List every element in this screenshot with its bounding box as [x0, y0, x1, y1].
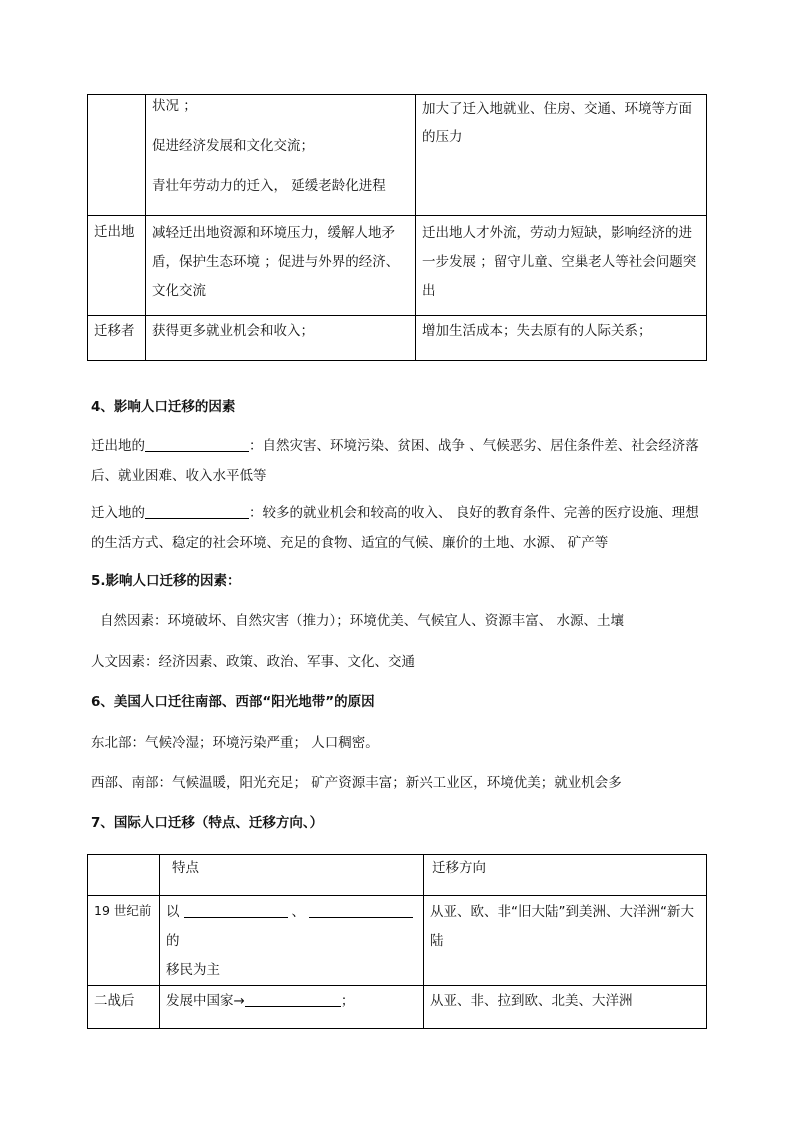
positive-effects-cell: 获得更多就业机会和收入；: [146, 316, 416, 361]
paragraph-text: ：自然灾害、环境污染、贫困、战争 、气候恶劣、居住条件差、社会经济落后、就业困难、收入水平低等: [91, 438, 699, 484]
paragraph-prefix: 迁入地的: [91, 505, 145, 521]
section-6-northeast: 东北部：气候冷湿；环境污染严重； 人口稠密。: [91, 735, 379, 751]
positive-effects-cell: 减轻迁出地资源和环境压力，缓解人地矛盾，保护生态环境 ；促进与外界的经济、文化交流: [146, 216, 416, 316]
fill-in-blank[interactable]: [245, 988, 341, 1007]
table-row: [88, 896, 707, 986]
table-row: [88, 986, 707, 1029]
features-line: [166, 898, 417, 956]
direction-cell: 从亚、非、拉到欧、北美、大洋洲: [424, 986, 707, 1029]
cell-line: 促进经济发展和文化交流；: [152, 138, 314, 154]
section-4-paragraph-1: [91, 431, 711, 491]
section-7-heading: 7、国际人口迁移（特点、迁移方向、）: [91, 815, 324, 831]
header-cell: 特点: [160, 855, 424, 896]
row-head: 迁移者: [88, 316, 146, 361]
fill-in-blank[interactable]: [145, 433, 249, 452]
positive-effects-cell: [146, 95, 416, 216]
table-row: [88, 95, 707, 216]
paragraph-text: ：较多的就业机会和较高的收入、 良好的教育条件、完善的医疗设施、理想的生活方式、稳定的社会环境、充足的食物、适宜的气候、廉价的土地、水源、 矿产等: [91, 505, 699, 551]
feature-text: 以: [166, 904, 180, 920]
cell-line: 青壮年劳动力的迁入， 延缓老龄化进程: [152, 178, 386, 194]
section-6-west-south: 西部、南部：气候温暖，阳光充足； 矿产资源丰富；新兴工业区，环境优美；就业机会多: [91, 775, 622, 791]
table-row: [88, 216, 707, 316]
row-head: 二战后: [88, 986, 160, 1029]
international-migration-table: [87, 854, 707, 1029]
feature-text: 的: [166, 933, 180, 949]
section-4-paragraph-2: [91, 498, 711, 558]
negative-effects-cell: 增加生活成本；失去原有的人际关系；: [416, 316, 707, 361]
features-cell: [160, 986, 424, 1029]
direction-cell: 从亚、欧、非“旧大陆”到美洲、大洋洲“新大陆: [424, 896, 707, 986]
section-6-heading: 6、美国人口迁往南部、西部“阳光地带”的原因: [91, 694, 375, 710]
section-5-human-factors: 人文因素：经济因素、政策、政治、军事、文化、交通: [91, 654, 415, 670]
row-head: 19 世纪前: [88, 896, 160, 986]
features-cell: [160, 896, 424, 986]
feature-text: ；: [340, 993, 355, 1009]
negative-effects-cell: 迁出地人才外流，劳动力短缺，影响经济的进一步发展 ；留守儿童、空巢老人等社会问题突出: [416, 216, 707, 316]
section-4-heading: 4、影响人口迁移的因素: [91, 399, 236, 415]
fill-in-blank[interactable]: [145, 500, 249, 519]
table-row: [88, 316, 707, 361]
section-5-natural-factors: 自然因素：环境破坏、自然灾害（推力）；环境优美、气候宜人、资源丰富、 水源、土壤: [100, 613, 625, 629]
feature-separator: 、: [291, 904, 305, 920]
paragraph-prefix: 迁出地的: [91, 438, 145, 454]
feature-text: 移民为主: [166, 962, 220, 978]
row-head: 迁出地: [88, 216, 146, 316]
feature-text: 发展中国家→: [166, 993, 245, 1009]
header-cell: 迁移方向: [424, 855, 707, 896]
fill-in-blank[interactable]: [184, 899, 288, 918]
negative-effects-cell: 加大了迁入地就业、住房、交通、环境等方面的压力: [416, 95, 707, 216]
header-cell: [88, 855, 160, 896]
section-5-heading: 5.影响人口迁移的因素：: [91, 573, 241, 589]
cell-line: 状况 ；: [152, 98, 197, 114]
table-header-row: [88, 855, 707, 896]
row-head: [88, 95, 146, 216]
fill-in-blank[interactable]: [309, 899, 413, 918]
migration-effects-table: [87, 94, 707, 361]
